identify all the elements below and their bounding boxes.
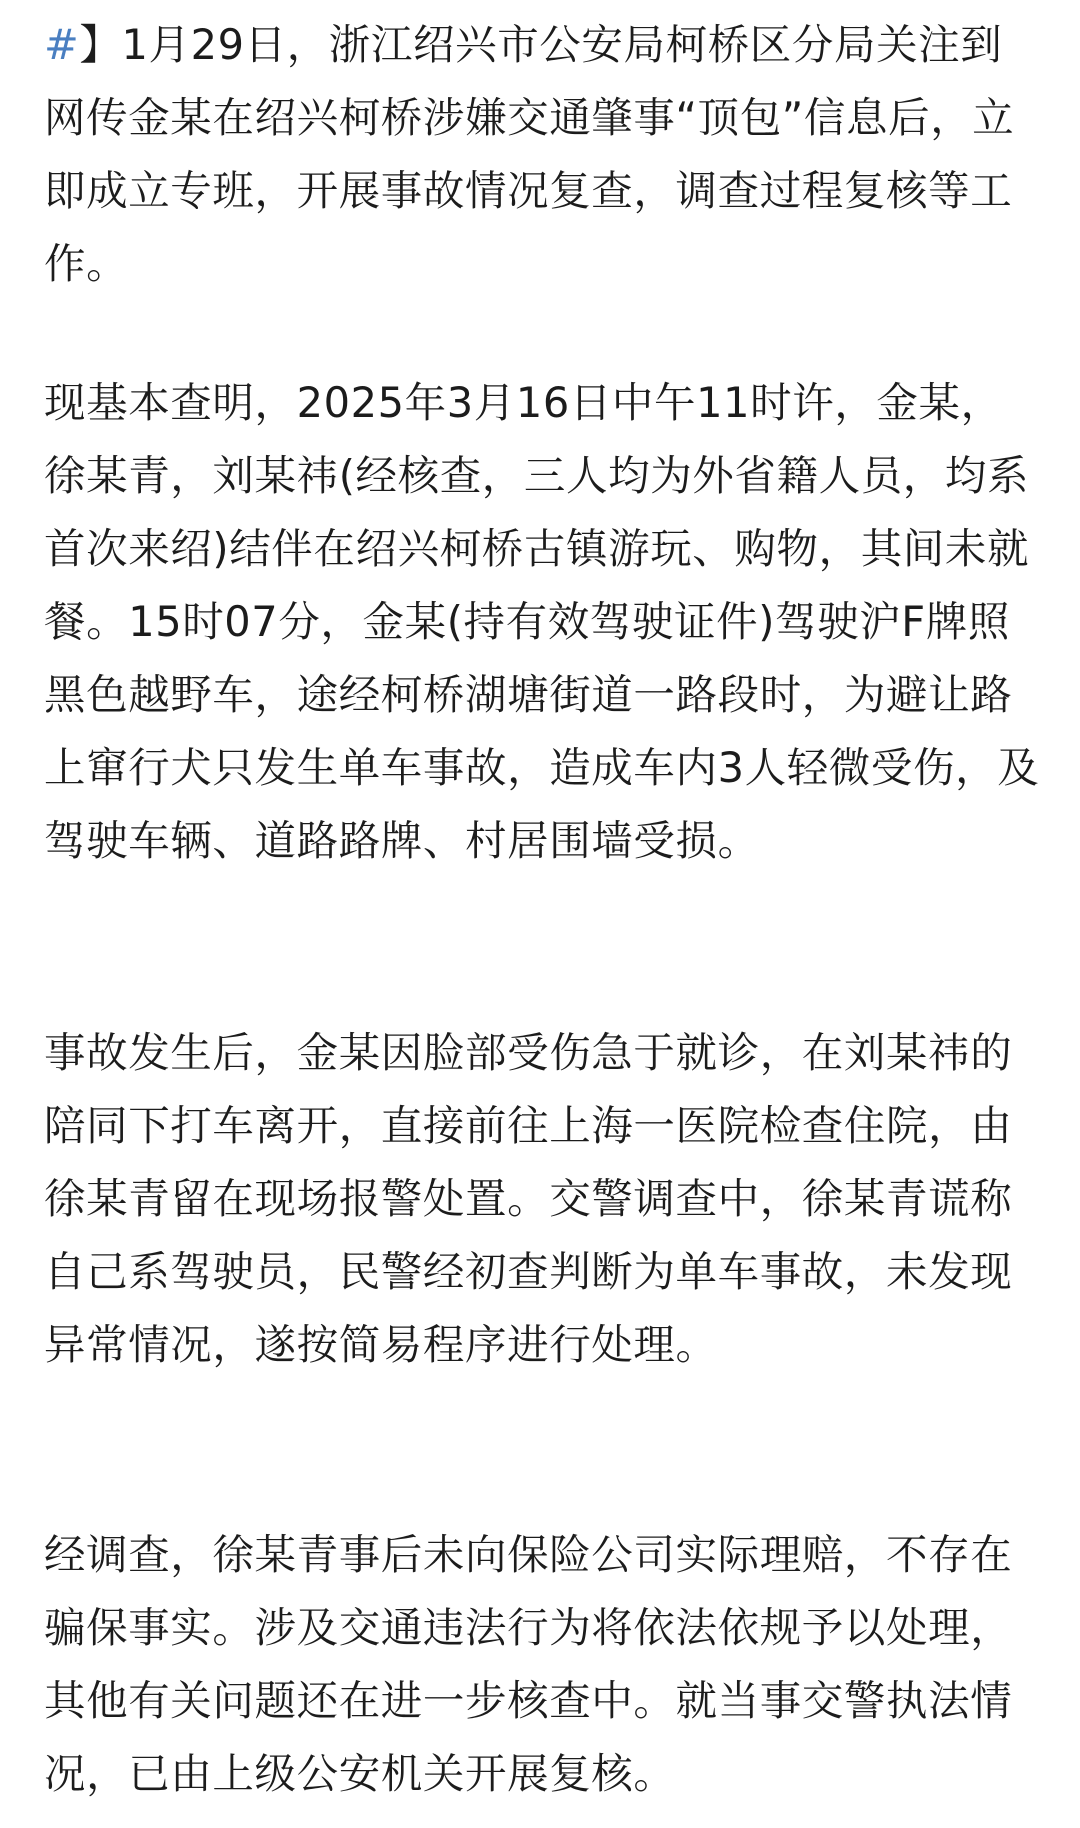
- hashtag-link[interactable]: #: [44, 20, 80, 69]
- paragraph-1-text: 1月29日，浙江绍兴市公安局柯桥区分局关注到网传金某在绍兴柯桥涉嫌交通肇事“顶包”信息后，立即成立专班，开展事故情况复查，调查过程复核等工作。: [44, 20, 1015, 288]
- paragraph-3: 事故发生后，金某因脸部受伤急于就诊，在刘某祎的陪同下打车离开，直接前往上海一医院检查住院，由徐某青留在现场报警处置。交警调查中，徐某青谎称自己系驾驶员，民警经初查判断为单车事故，未发现异常情况，遂按简易程序进行处理。: [44, 1028, 1013, 1369]
- bracket-mark: 】: [79, 20, 122, 69]
- paragraph-4: 经调查，徐某青事后未向保险公司实际理赔，不存在骗保事实。涉及交通违法行为将依法依规予以处理，其他有关问题还在进一步核查中。就当事交警执法情况，已由上级公安机关开展复核。: [44, 1530, 1013, 1798]
- paragraph-1: [44, 8, 1040, 300]
- paragraph-2: 现基本查明，2025年3月16日中午11时许，金某，徐某青，刘某祎(经核查，三人均为外省籍人员，均系首次来绍)结伴在绍兴柯桥古镇游玩、购物，其间未就餐。15时07分，金某(持有效驾驶证件)驾驶沪F牌照黑色越野车，途经柯桥湖塘街道一路段时，为避让路上窜行犬只发生单车事故，造成车内3人轻微受伤，及驾驶车辆、道路路牌、村居围墙受损。: [44, 378, 1040, 865]
